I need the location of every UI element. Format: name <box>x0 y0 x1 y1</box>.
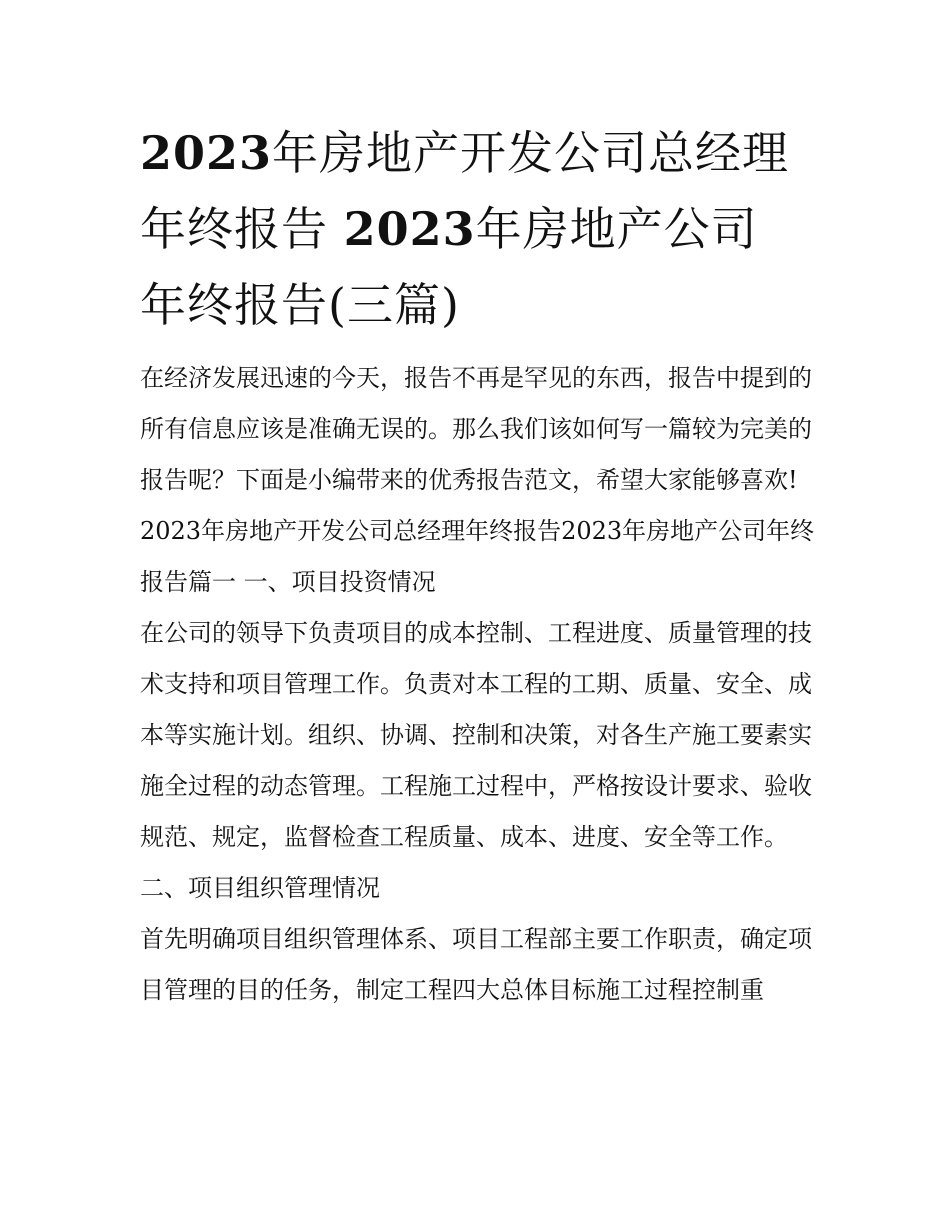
title-text-1: 年房地产开发公司总经理 <box>272 126 790 180</box>
section-heading-2: 二、项目组织管理情况 <box>140 874 380 902</box>
title-year-1: 2023 <box>140 126 273 180</box>
document-page <box>140 115 820 1016</box>
title-text-2a: 年终报告 <box>140 202 328 256</box>
paragraph-section-2: 首先明确项目组织管理体系、项目工程部主要工作职责，确定项目管理的目的任务，制定工程四大总体目标施工过程控制重 <box>140 925 812 1004</box>
paragraph-subtitle: 2023年房地产开发公司总经理年终报告2023年房地产公司年终报告篇一 一、项目投资情况 <box>140 517 815 596</box>
title-text-2b: 年房地产公司 <box>475 202 758 256</box>
paragraph-section-1: 在公司的领导下负责项目的成本控制、工程进度、质量管理的技术支持和项目管理工作。负责对本工程的工期、质量、安全、成本等实施计划。组织、协调、控制和决策，对各生产施工要素实施全过程的动态管理。工程施工过程中，严格按设计要求、验收规范、规定，监督检查工程质量、成本、进度、安全等工作。 <box>140 619 812 851</box>
paragraph-intro: 在经济发展迅速的今天，报告不再是罕见的东西，报告中提到的所有信息应该是准确无误的。那么我们该如何写一篇较为完美的报告呢？下面是小编带来的优秀报告范文，希望大家能够喜欢! <box>140 364 812 494</box>
document-title <box>140 115 820 343</box>
title-text-3: 年终报告(三篇) <box>140 278 460 332</box>
title-year-2: 2023 <box>343 202 476 256</box>
